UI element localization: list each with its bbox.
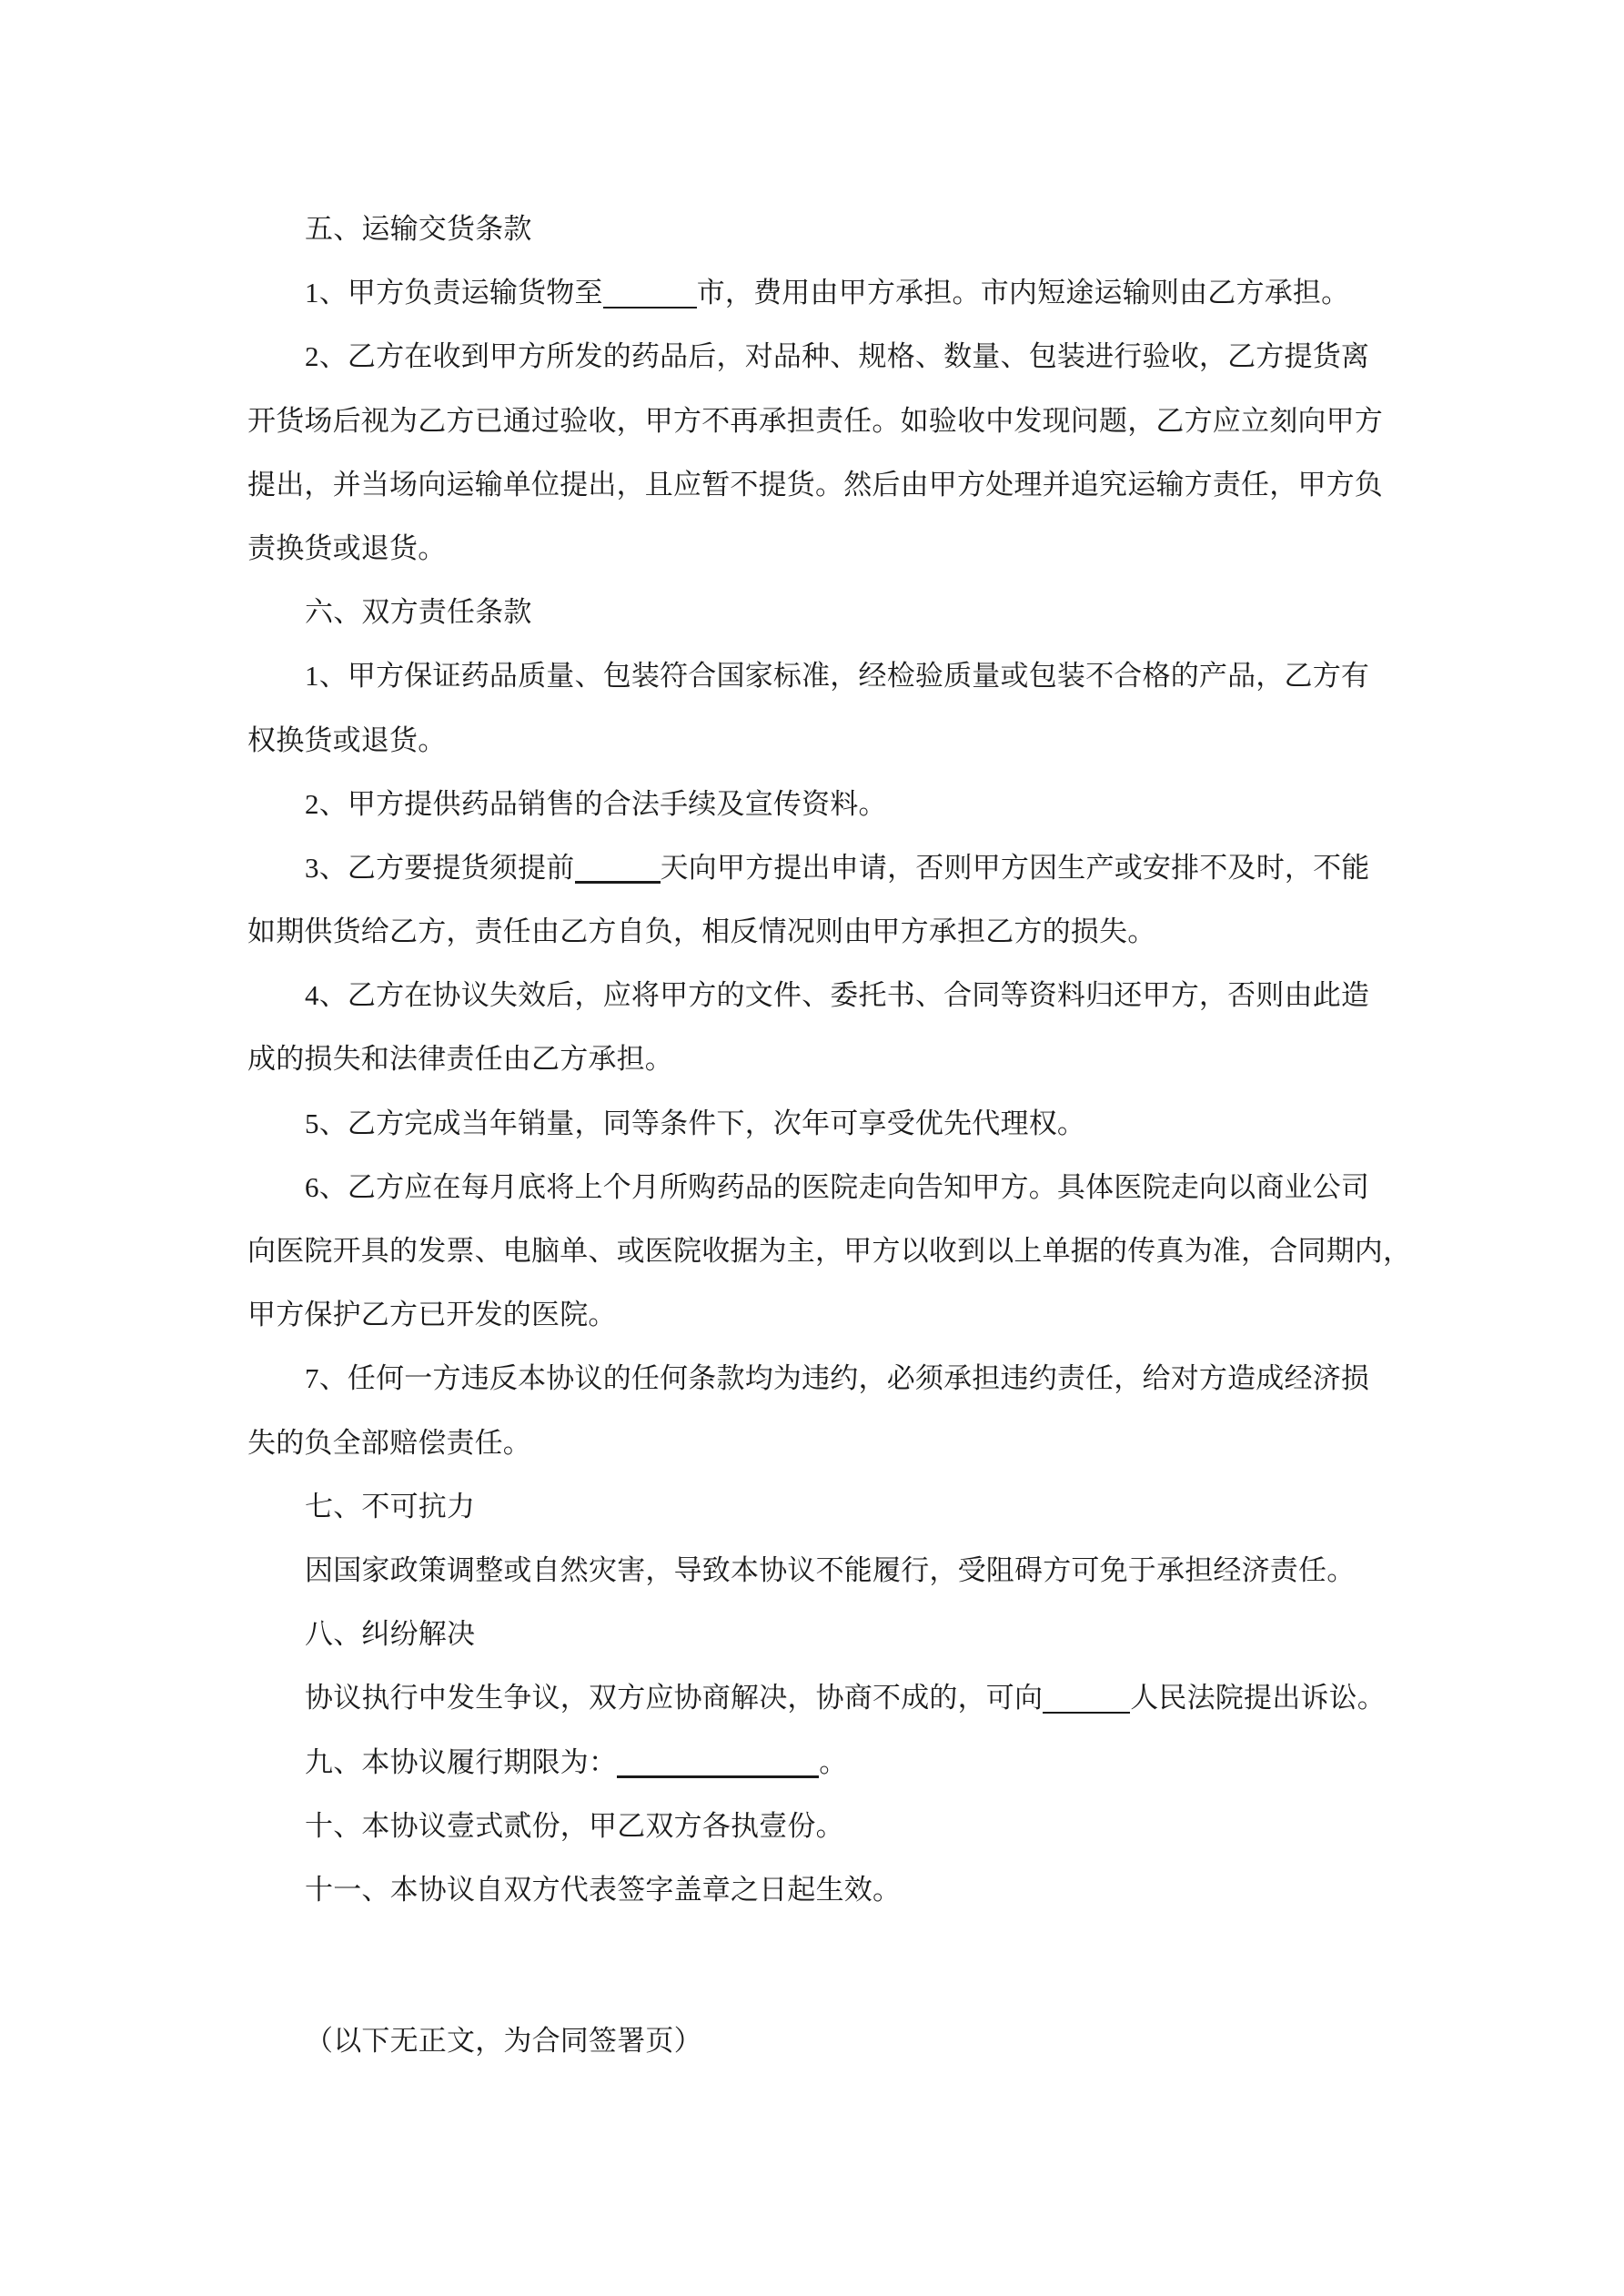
line-text: 甲方保护乙方已开发的医院。 (247, 1299, 617, 1331)
line-text: 失的负全部赔偿责任。 (247, 1426, 531, 1459)
document-line (247, 1219, 1412, 1283)
line-text: 6、乙方应在每月底将上个月所购药品的医院走向告知甲方。具体医院走向以商业公司 (305, 1170, 1370, 1203)
document-line (247, 1347, 1394, 1411)
fill-in-blank (603, 307, 697, 309)
line-text: 责换货或退货。 (247, 531, 447, 564)
document-lines (247, 197, 1412, 2073)
document-line (247, 1666, 1394, 1730)
document-line (247, 1603, 1394, 1666)
line-text: （以下无正文，为合同签署页） (305, 2025, 702, 2058)
document-line (247, 1027, 1394, 1091)
document-line (247, 1411, 1394, 1475)
fill-in-blank (617, 1775, 819, 1778)
line-text: 5、乙方完成当年销量，同等条件下，次年可享受优先代理权。 (305, 1107, 1086, 1139)
document-line (247, 1092, 1394, 1156)
line-text: 七、不可抗力 (305, 1490, 476, 1522)
line-text: 3、乙方要提货须提前 (305, 851, 575, 884)
document-line (247, 1539, 1394, 1603)
document-line (247, 709, 1394, 773)
line-text: 1、甲方负责运输货物至 (305, 277, 603, 309)
document-line (247, 964, 1394, 1027)
line-text: 人民法院提出诉讼。 (1130, 1682, 1387, 1714)
document-line (247, 389, 1394, 453)
document-line (247, 773, 1394, 836)
document-line (247, 453, 1394, 517)
line-text: 。 (819, 1745, 848, 1778)
line-text: 十一、本协议自双方代表签字盖章之日起生效。 (305, 1873, 902, 1906)
line-text: 八、纠纷解决 (305, 1618, 476, 1651)
line-text: 4、乙方在协议失效后，应将甲方的文件、委托书、合同等资料归还甲方，否则由此造 (305, 979, 1370, 1012)
line-text: 成的损失和法律责任由乙方承担。 (247, 1043, 673, 1076)
line-text: 2、甲方提供药品销售的合法手续及宣传资料。 (305, 787, 887, 820)
document-line (247, 1795, 1394, 1858)
line-text: 天向甲方提出申请，否则甲方因生产或安排不及时，不能 (660, 851, 1370, 884)
fill-in-blank (1043, 1712, 1130, 1714)
line-text: 2、乙方在收到甲方所发的药品后，对品种、规格、数量、包装进行验收，乙方提货离 (305, 340, 1370, 373)
document-line (247, 1475, 1394, 1539)
line-text: 九、本协议履行期限为： (305, 1745, 618, 1778)
line-text: 十、本协议壹式贰份，甲乙双方各执壹份。 (305, 1809, 844, 1842)
document-line (247, 644, 1394, 708)
document-line (247, 836, 1394, 900)
line-text: 7、任何一方违反本协议的任何条款均为违约，必须承担违约责任，给对方造成经济损 (305, 1362, 1370, 1395)
line-text: 五、运输交货条款 (305, 213, 532, 245)
line-text: 六、双方责任条款 (305, 596, 532, 629)
document-line (247, 1283, 1394, 1347)
document-line (247, 900, 1394, 964)
blank-gap (247, 1922, 1394, 2009)
document-line (247, 325, 1394, 389)
document-line (247, 581, 1394, 644)
line-text: 开货场后视为乙方已通过验收，甲方不再承担责任。如验收中发现问题，乙方应立刻向甲方 (247, 404, 1383, 437)
document-line (247, 1731, 1394, 1795)
document-line (247, 2009, 1394, 2073)
document-line (247, 261, 1394, 325)
line-text: 市，费用由甲方承担。市内短途运输则由乙方承担。 (696, 277, 1350, 309)
line-text: 向医院开具的发票、电脑单、或医院收据为主，甲方以收到以上单据的传真为准，合同期内， (247, 1235, 1412, 1267)
document-line (247, 1858, 1394, 1922)
line-text: 权换货或退货。 (247, 723, 447, 756)
line-text: 1、甲方保证药品质量、包装符合国家标准，经检验质量或包装不合格的产品，乙方有 (305, 660, 1370, 693)
line-text: 协议执行中发生争议，双方应协商解决，协商不成的，可向 (305, 1682, 1044, 1714)
document-line (247, 1156, 1394, 1219)
document-line (247, 197, 1394, 261)
document-line (247, 517, 1394, 581)
line-text: 因国家政策调整或自然灾害，导致本协议不能履行，受阻碍方可免于承担经济责任。 (305, 1553, 1356, 1586)
line-text: 如期供货给乙方，责任由乙方自负，相反情况则由甲方承担乙方的损失。 (247, 915, 1156, 948)
line-text: 提出，并当场向运输单位提出，且应暂不提货。然后由甲方处理并追究运输方责任，甲方负 (247, 468, 1383, 501)
fill-in-blank (575, 881, 661, 884)
